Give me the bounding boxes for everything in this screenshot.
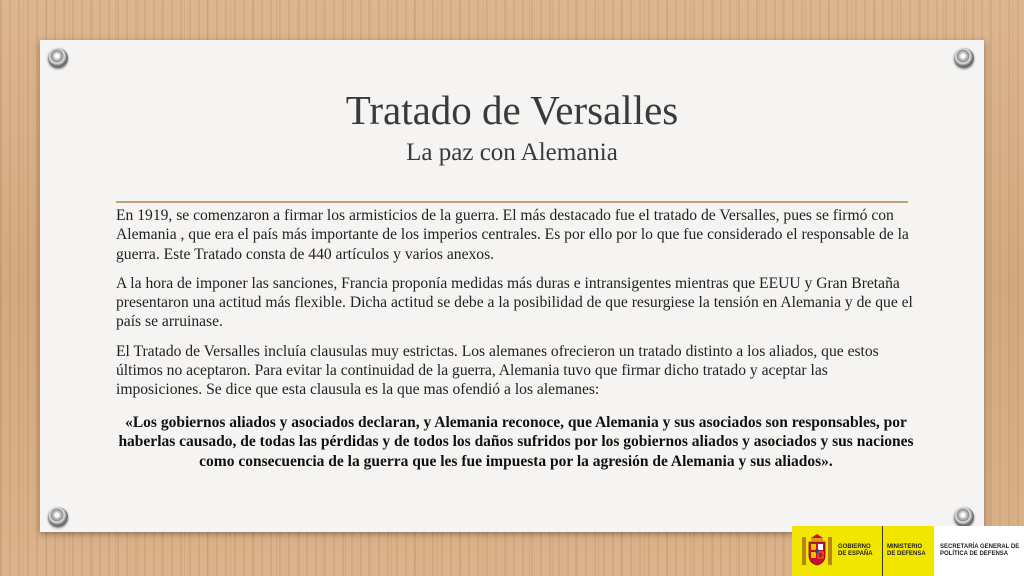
slide-title: Tratado de Versalles: [345, 87, 679, 133]
body-paragraph: En 1919, se comenzaron a firmar los armisticios de la guerra. El más destacado fue el tratado de Versalles, pues se firmó con Alemania , que era el país más importante de los imperios centrales. Es por ello por lo que fue considerado el responsable de la guerra. Este Tratado consta de 440 artículos y varios anexos.: [116, 207, 909, 263]
gobierno-label: GOBIERNO DE ESPAÑA: [838, 544, 873, 557]
ministerio-label: MINISTERIO DE DEFENSA: [887, 544, 926, 557]
pushpin-icon: [954, 507, 974, 527]
treaty-quote: «Los gobiernos aliados y asociados declaran, y Alemania reconoce, que Alemania y sus asociados son responsables, por haberlas causado, de todas las pérdidas y de todos los daños sufridos por los gobiernos aliados y asociados y sus naciones como consecuencia de la guerra que les fue impuesta por la agresión de Alemania y sus aliados».: [118, 414, 914, 470]
pushpin-icon: [48, 507, 68, 527]
body-paragraph: A la hora de imponer las sanciones, Francia proponía medidas más duras e intransigentes mientras que EEUU y Gran Bretaña presentaron una actitud más flexible. Dicha actitud se debe a la posibilidad de que resurgiese la tensión en Alemania y de que el país se arruinase.: [116, 274, 913, 331]
secretaria-label: SECRETARÍA GENERAL DE POLÍTICA DE DEFENSA: [940, 544, 1020, 557]
slide-subtitle: La paz con Alemania: [406, 139, 618, 166]
coat-of-arms-icon: [800, 531, 834, 571]
gobierno-logo: [792, 526, 882, 576]
pushpin-icon: [48, 48, 68, 68]
government-footer-banner: [792, 526, 1024, 576]
pushpin-icon: [954, 48, 974, 68]
body-paragraph: El Tratado de Versalles incluía clausulas muy estrictas. Los alemanes ofrecieron un tratado distinto a los aliados, que estos últimos no aceptaron. Para evitar la continuidad de la guerra, Alemania tuvo que firmar dicho tratado y aceptar las imposiciones. Se dice que esta clausula es la que mas ofendió a los alemanes:: [116, 342, 879, 399]
secretaria-label-box: [934, 526, 1024, 576]
ministerio-label-box: [882, 526, 934, 576]
slide-body: [116, 206, 916, 410]
title-divider: [116, 201, 908, 203]
